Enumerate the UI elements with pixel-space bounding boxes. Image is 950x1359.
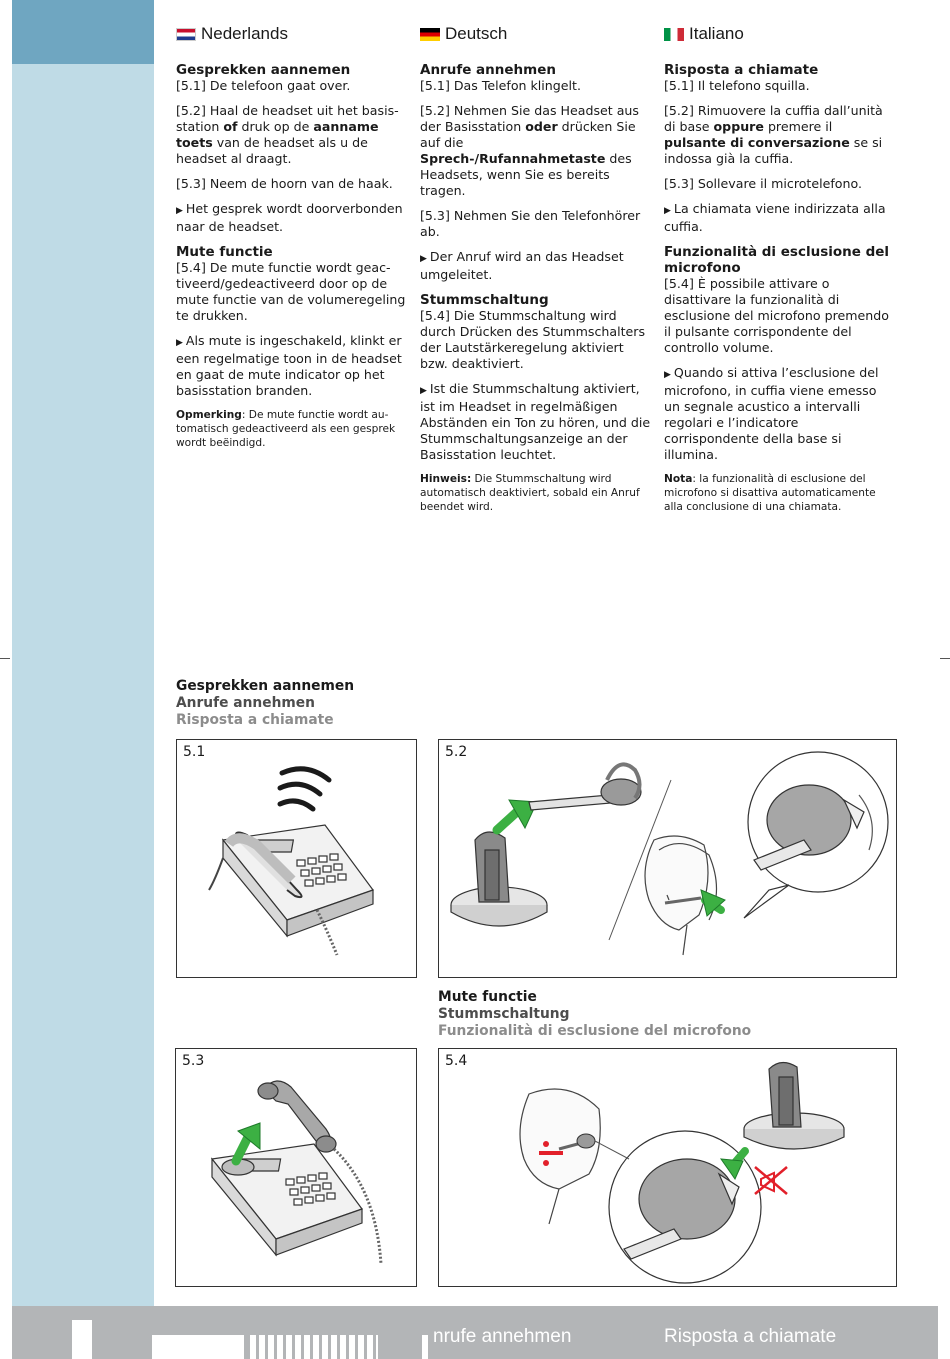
figure-heading-answer [176, 678, 354, 729]
flag-nl-icon [176, 28, 196, 41]
panel-5-4 [438, 1048, 897, 1287]
footer-mark [152, 1335, 244, 1359]
figure-heading-nl: Gesprekken aannemen [176, 678, 355, 694]
ringing-phone-illustration [177, 740, 417, 978]
triangle-right-icon: ▶ [420, 254, 427, 264]
result-text: ▶ Ist die Stummschaltung aktiviert, ist im Headset in regelmäßigen Abständen ein Ton zu hören, und die Stummschaltungsanzeige an der Basisstation leuchtet. [420, 381, 651, 462]
footer-title-it: Risposta a chiamate [664, 1326, 837, 1347]
panel-5-3 [175, 1048, 417, 1287]
result-text: ▶ Als mute is ingeschakeld, klinkt er een regelmatige toon in de headset en gaat de mute indicator op het basisstation branden. [176, 333, 402, 398]
result-text: ▶ Der Anruf wird an das Headset umgeleitet. [420, 249, 624, 282]
mute-function-illustration [439, 1049, 897, 1287]
figure-heading-it: Risposta a chiamate [176, 712, 334, 728]
note: Nota: la funzionalità di esclusione del microfono si disattiva automaticamente alla conclusione di una chiamata. [664, 473, 876, 513]
step-5-4: [5.4] È possibile attivare o disattivare la funzionalità di esclusione del microfono premendo il pulsante corrispondente del controllo volume. [664, 276, 889, 355]
panel-label: 5.2 [445, 744, 468, 760]
language-name: Deutsch [445, 24, 508, 43]
section-title: Anrufe annehmen [420, 62, 556, 78]
triangle-right-icon: ▶ [664, 206, 671, 216]
triangle-right-icon: ▶ [420, 386, 427, 396]
note: Hinweis: Die Stummschaltung wird automatisch deaktiviert, sobald ein Anruf beendet wird. [420, 473, 640, 513]
language-header [664, 24, 896, 44]
section-title: Gesprekken aannemen [176, 62, 351, 78]
lift-handset-illustration [176, 1049, 417, 1287]
result-text: ▶ Het gesprek wordt doorverbonden naar de headset. [176, 201, 403, 234]
language-name: Italiano [689, 24, 744, 43]
footer-title-de: nrufe annehmen [433, 1326, 572, 1347]
step-5-2: [5.2] Haal de headset uit het basisstation of druk op de aanname toets van de headset als u de headset al draagt. [176, 103, 399, 166]
language-name: Nederlands [201, 24, 288, 43]
column-deutsch [420, 24, 652, 523]
footer-mark [250, 1335, 378, 1359]
step-5-1: [5.1] Il telefono squilla. [664, 78, 810, 93]
language-header [176, 24, 408, 44]
language-header [420, 24, 652, 44]
desk-phone-icon [223, 825, 373, 936]
column-nederlands [176, 24, 408, 459]
panel-label: 5.1 [183, 744, 206, 760]
handset-icon [258, 1081, 336, 1152]
step-5-3: [5.3] Sollevare il microtelefono. [664, 176, 862, 191]
flag-it-icon [664, 28, 684, 41]
panel-label: 5.3 [182, 1053, 205, 1069]
figure-heading-nl: Mute functie [438, 989, 537, 1005]
headset-pickup-illustration [439, 740, 897, 978]
panel-5-1 [176, 739, 417, 978]
flag-de-icon [420, 28, 440, 41]
page-number-mark [72, 1320, 92, 1359]
figure-heading-de: Anrufe annehmen [176, 695, 315, 711]
step-5-2: [5.2] Rimuovere la cuffia dall’unità di base oppure premere il pulsante di conversazione se si indossa già la cuffia. [664, 103, 883, 166]
figure-heading-it: Funzionalità di esclusione del microfono [438, 1023, 752, 1039]
triangle-right-icon: ▶ [176, 206, 183, 216]
triangle-right-icon: ▶ [664, 370, 671, 380]
ring-waves-icon [280, 769, 329, 809]
sidebar-band [12, 64, 154, 1306]
step-5-3: [5.3] Nehmen Sie den Telefonhörer ab. [420, 208, 641, 239]
result-text: ▶ La chiamata viene indirizzata alla cuffia. [664, 201, 886, 234]
base-station-icon [451, 832, 547, 926]
footer-mark [422, 1335, 428, 1359]
panel-label: 5.4 [445, 1053, 468, 1069]
figure-heading-mute [438, 989, 751, 1040]
woman-face-icon [520, 1089, 600, 1224]
step-5-4: [5.4] Die Stummschaltung wird durch Drücken des Stummschalters der Lautstärkeregelung aktiviert bzw. deaktiviert. [420, 308, 646, 371]
muted-speaker-icon [755, 1167, 787, 1194]
crop-mark-left [0, 658, 10, 659]
crop-mark-right [940, 658, 950, 659]
triangle-right-icon: ▶ [176, 338, 183, 348]
figure-heading-de: Stummschaltung [438, 1006, 570, 1022]
sidebar-top-band [12, 0, 154, 64]
headset-icon [529, 764, 641, 810]
column-italiano [664, 24, 896, 523]
section-title: Stummschaltung [420, 292, 549, 308]
section-title: Funzionalità di esclusione del microfono [664, 244, 890, 276]
note: Opmerking: De mute functie wordt automatisch gedeactiveerd als een gesprek wordt beëindigd. [176, 409, 396, 449]
step-5-1: [5.1] Das Telefon klingelt. [420, 78, 581, 93]
section-title: Mute functie [176, 244, 273, 260]
panel-5-2 [438, 739, 897, 978]
step-5-4: [5.4] De mute functie wordt geactiveerd/gedeactiveerd door op de mute functie van de volumeregeling te drukken. [176, 260, 406, 323]
base-station-icon [744, 1062, 844, 1149]
section-title: Risposta a chiamate [664, 62, 819, 78]
step-5-1: [5.1] De telefoon gaat over. [176, 78, 351, 93]
result-text: ▶ Quando si attiva l’esclusione del microfono, in cuffia viene emesso un segnale acustico a intervalli regolari e l’indicatore corrispondente della base si illumina. [664, 365, 879, 462]
step-5-3: [5.3] Neem de hoorn van de haak. [176, 176, 393, 191]
step-5-2: [5.2] Nehmen Sie das Headset aus der Basisstation oder drücken Sie auf die Sprech-/Rufannahmetaste des Headsets, wenn Sie es bereits tragen. [420, 103, 639, 198]
